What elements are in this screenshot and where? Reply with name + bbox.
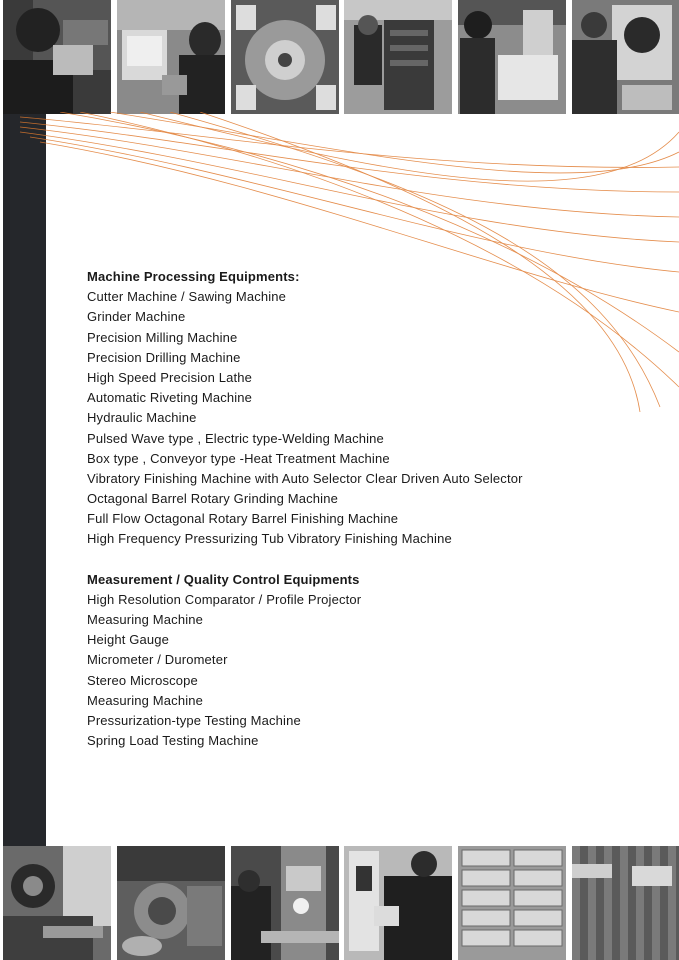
machine-processing-section xyxy=(87,267,647,550)
barrel-finishing-photo xyxy=(117,846,225,960)
heat-treatment-oven-photo xyxy=(344,0,452,114)
bottom-photo-strip xyxy=(3,846,679,960)
list-item: Cutter Machine / Sawing Machine xyxy=(87,289,287,305)
list-item: Automatic Riveting Machine xyxy=(87,390,253,406)
quality-control-section xyxy=(87,570,647,752)
top-photo-strip xyxy=(3,0,679,114)
list-item: Octagonal Barrel Rotary Grinding Machine xyxy=(87,491,338,507)
workshop-operator-photo xyxy=(3,0,111,114)
quality-control-list xyxy=(87,590,647,752)
section-heading: Machine Processing Equipments: xyxy=(87,269,300,284)
list-item: Precision Milling Machine xyxy=(87,329,238,345)
list-item: Box type , Conveyor type -Heat Treatment Machine xyxy=(87,450,390,466)
list-item: Grinder Machine xyxy=(87,309,186,325)
spring-coiling-machine-photo xyxy=(231,0,339,114)
list-item: Pulsed Wave type , Electric type-Welding Machine xyxy=(87,430,384,446)
list-item: High Frequency Pressurizing Tub Vibratory Finishing Machine xyxy=(87,531,452,547)
list-item: Hydraulic Machine xyxy=(87,410,197,426)
list-item: High Resolution Comparator / Profile Projector xyxy=(87,591,362,607)
equipment-list xyxy=(87,267,647,751)
list-item: Pressurization-type Testing Machine xyxy=(87,712,301,728)
list-item: Measuring Machine xyxy=(87,612,203,627)
list-item: Height Gauge xyxy=(87,632,170,648)
packaged-boxes-photo xyxy=(458,846,566,960)
grinding-machine-photo xyxy=(3,846,111,960)
list-item: High Speed Precision Lathe xyxy=(87,369,253,385)
section-heading: Measurement / Quality Control Equipments xyxy=(87,571,360,587)
milling-machine-photo xyxy=(231,846,339,960)
list-item: Stereo Microscope xyxy=(87,672,198,688)
shipping-container-photo xyxy=(572,846,679,960)
list-item: Precision Drilling Machine xyxy=(87,349,241,365)
list-item: Spring Load Testing Machine xyxy=(87,733,259,749)
list-item: Measuring Machine xyxy=(87,692,203,708)
inspection-station-photo xyxy=(117,0,225,114)
profile-projector-photo xyxy=(572,0,679,114)
list-item: Full Flow Octagonal Rotary Barrel Finishing Machine xyxy=(87,511,399,527)
list-item: Vibratory Finishing Machine with Auto Selector Clear Driven Auto Selector xyxy=(87,470,523,486)
machine-processing-list xyxy=(87,287,647,549)
measuring-machine-photo xyxy=(458,0,566,114)
testing-machine-photo xyxy=(344,846,452,960)
list-item: Micrometer / Durometer xyxy=(87,652,228,668)
